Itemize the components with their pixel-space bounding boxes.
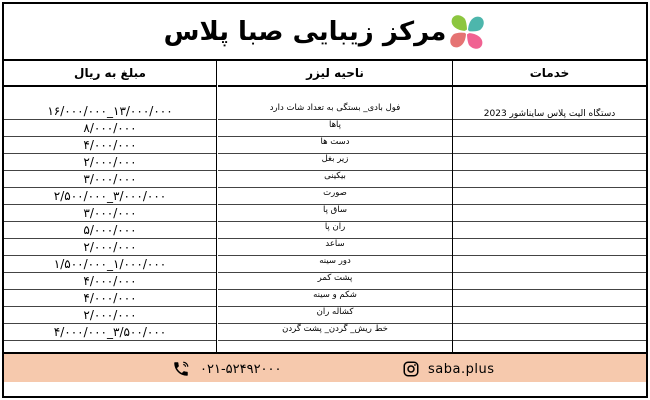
price-cell: ۵/۰۰۰/۰۰۰ (4, 222, 216, 239)
table-row (4, 222, 646, 239)
table-row (4, 256, 646, 273)
service-cell (453, 256, 646, 273)
price-cell: ۱۳/۰۰۰/۰۰۰_۱۶/۰۰۰/۰۰۰ (4, 103, 216, 120)
service-cell (453, 222, 646, 239)
price-cell: ۴/۰۰۰/۰۰۰ (4, 290, 216, 307)
price-cell: ۱/۰۰۰/۰۰۰_۱/۵۰۰/۰۰۰ (4, 256, 216, 273)
column-header-price: مبلغ به ریال (4, 61, 216, 87)
area-cell: خط ریش_ گردن_ پشت گردن (218, 324, 452, 341)
table-row (4, 188, 646, 205)
table-row (4, 324, 646, 341)
service-cell (453, 171, 646, 188)
column-header-area: ناحیه لیزر (218, 61, 452, 87)
phone-icon (172, 360, 190, 378)
table-row (4, 154, 646, 171)
price-cell: ۸/۰۰۰/۰۰۰ (4, 120, 216, 137)
area-cell: ساعد (218, 239, 452, 256)
price-cell: ۳/۵۰۰/۰۰۰_۴/۰۰۰/۰۰۰ (4, 324, 216, 341)
service-cell (453, 239, 646, 256)
service-cell (453, 205, 646, 222)
area-cell: فول بادی_ بستگی به تعداد شات دارد (218, 103, 452, 120)
service-cell (453, 307, 646, 324)
table-row (4, 120, 646, 137)
service-cell (453, 154, 646, 171)
phone-contact (172, 360, 282, 378)
table-row (4, 103, 646, 120)
price-cell: ۳/۰۰۰/۰۰۰ (4, 205, 216, 222)
table-row (4, 137, 646, 154)
area-cell: صورت (218, 188, 452, 205)
instagram-handle: saba.plus (428, 361, 495, 377)
area-cell: پاها (218, 120, 452, 137)
area-cell: بیکینی (218, 171, 452, 188)
price-cell: ۲/۰۰۰/۰۰۰ (4, 154, 216, 171)
table-row (4, 171, 646, 188)
table-row (4, 205, 646, 222)
price-cell: ۴/۰۰۰/۰۰۰ (4, 273, 216, 290)
table-row (4, 307, 646, 324)
page-title: مرکز زیبایی صبا پلاس (163, 16, 447, 47)
header (4, 4, 646, 61)
clover-logo-icon (446, 11, 488, 53)
area-cell: پشت کمر (218, 273, 452, 290)
table-row (4, 290, 646, 307)
table-row (4, 239, 646, 256)
area-cell: زیر بغل (218, 154, 452, 171)
price-cell: ۳/۰۰۰/۰۰۰ (4, 171, 216, 188)
instagram-icon (402, 360, 420, 378)
footer-bar (4, 352, 646, 382)
area-cell: ساق پا (218, 205, 452, 222)
phone-number: ۰۲۱-۵۲۴۹۲۰۰۰ (200, 361, 282, 377)
area-cell: ران پا (218, 222, 452, 239)
service-cell (453, 188, 646, 205)
area-cell: دست ها (218, 137, 452, 154)
service-cell: دستگاه الیت پلاس سایناشور 2023 (453, 103, 646, 120)
spacer-row (4, 87, 646, 103)
price-cell: ۳/۰۰۰/۰۰۰_۲/۵۰۰/۰۰۰ (4, 188, 216, 205)
price-cell: ۲/۰۰۰/۰۰۰ (4, 239, 216, 256)
service-cell (453, 120, 646, 137)
table-row (4, 273, 646, 290)
price-cell: ۴/۰۰۰/۰۰۰ (4, 137, 216, 154)
price-cell: ۲/۰۰۰/۰۰۰ (4, 307, 216, 324)
service-cell (453, 273, 646, 290)
area-cell: شکم و سینه (218, 290, 452, 307)
service-cell (453, 137, 646, 154)
area-cell: دور سینه (218, 256, 452, 273)
area-cell: کشاله ران (218, 307, 452, 324)
service-cell (453, 290, 646, 307)
service-cell (453, 324, 646, 341)
instagram-contact (402, 360, 494, 378)
column-header-service: خدمات (453, 61, 646, 87)
price-list-card (2, 2, 648, 398)
